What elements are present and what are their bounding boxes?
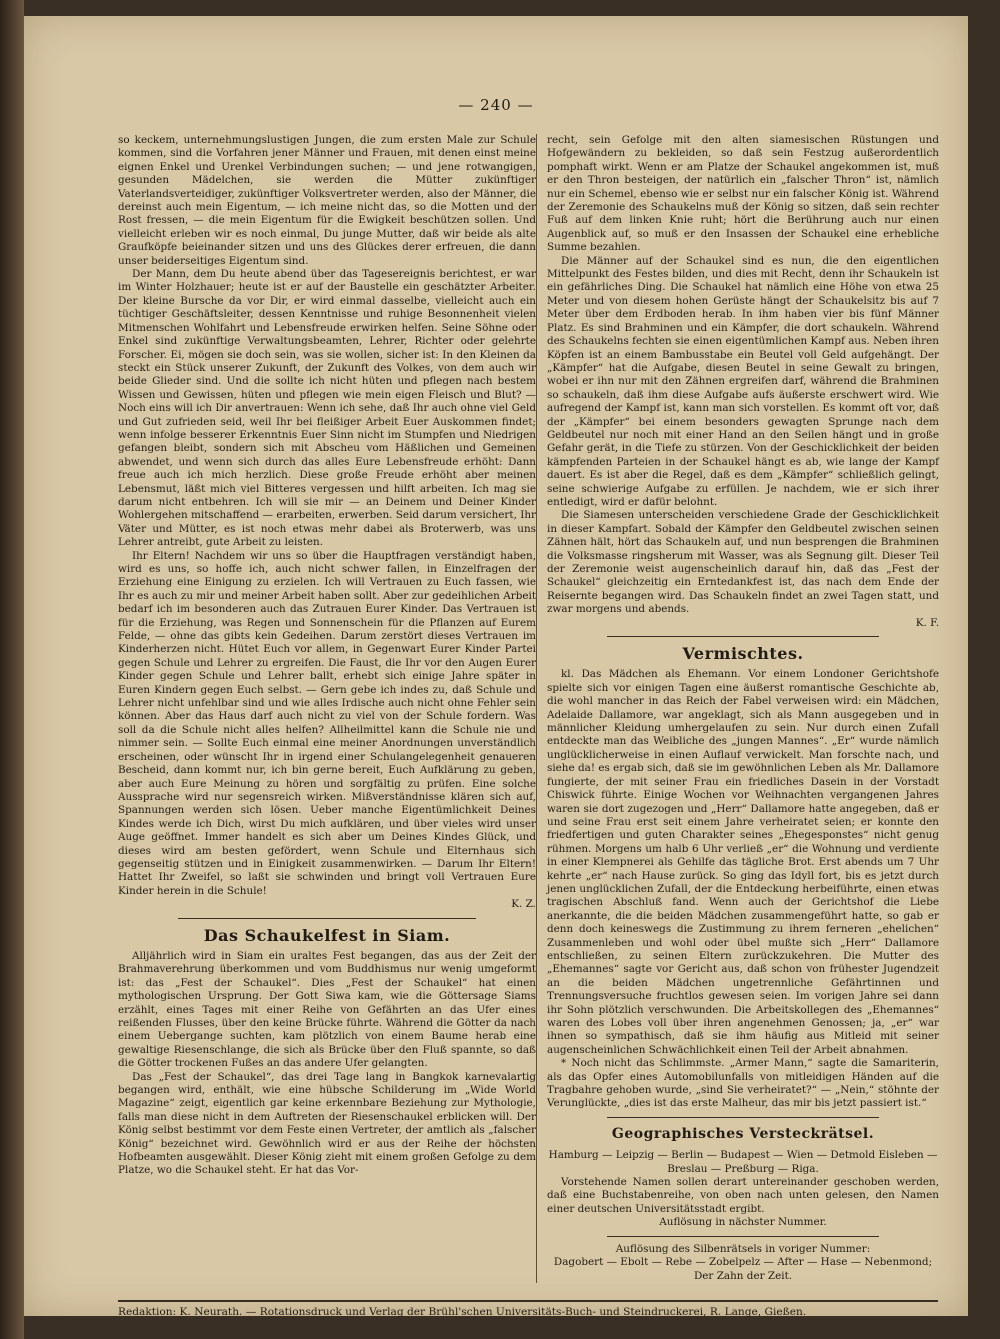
newspaper-page	[24, 16, 968, 1316]
previous-solution-words: Dagobert — Ebolt — Rebe — Zobelpelz — After — Hase — Nebenmond;	[553, 1256, 933, 1269]
article-paragraph-1: Alljährlich wird in Siam ein uraltes Fest begangen, das aus der Zeit der Brahmaverehrung überkommen und vom Buddhismus nur wenig umgeformt ist: das „Fest der Schaukel“. Dies „Fest der Schaukel“ hat einen mythologischen Ursprung. Der Gott Siwa kam, wie die Göttersage Siams erzählt, eines Tages mit einer Reihe von Gefährten an das Ufer eines reißenden Flusses, über den keine Brücke führte. Während die Götter da nach einem Uebergange suchten, kam plötzlich von einem Baume herab eine gewaltige Riesenschlange, die sich als Brücke über den Fluß spannte, so daß die Götter trockenen Fußes an das andere Ufer gelangten.	[118, 949, 536, 1070]
right-paragraph-1: recht, sein Gefolge mit den alten siamesischen Rüstungen und Hofgewändern zu bekleiden, so daß sein Festzug außerordentlich pomphaft wirkt. Wenn er am Platze der Schaukel angekommen ist, muß er den Thron besteigen, der natürlich ein „falscher Thron“ ist, nämlich nur ein Schemel, ebenso wie er selbst nur ein falscher König ist. Während der Zeremonie des Schaukelns muß der König so sitzen, daß sein rechter Fuß auf dem linken Knie ruht; hört die Berührung auch nur einen Augenblick auf, so muß er den Insassen der Schaukel eine erhebliche Summe bezahlen.	[547, 134, 939, 254]
right-column	[536, 134, 939, 1283]
section-title: Vermischtes.	[682, 644, 804, 664]
right-paragraph-3: Die Siamesen unterscheiden verschiedene Grade der Geschicklichkeit in dieser Kampfart. Sobald der Kämpfer den Geldbeutel zwischen seinen Zähnen hält, hört das Schaukeln auf, und nun besprengen die Brahminen die Volksmasse ringsherum mit Wasser, was als Segnung gilt. Dieser Teil der Zeremonie weist augenscheinlich darauf hin, daß das „Fest der Schaukel“ gleichzeitig ein Erntedankfest ist, das nach dem Ende der Reisernte begangen wird. Das Schaukeln findet an zwei Tagen statt, und zwar morgens und abends.	[547, 509, 939, 616]
imprint-footer: Redaktion: K. Neurath. — Rotationsdruck und Verlag der Brühl'schen Universitäts-Buch- und Steindruckerei, R. Lange, Gießen.	[118, 1300, 938, 1318]
left-signature: K. Z.	[511, 898, 536, 911]
puzzle-title: Geographisches Versteckrätsel.	[611, 1125, 875, 1142]
right-divider	[607, 636, 879, 637]
solution-divider	[607, 1236, 879, 1237]
puzzle-text: Vorstehende Namen sollen derart untereinander geschoben werden, daß eine Buchstabenreihe, von oben nach unten gelesen, den Namen einer deutschen Universitätsstadt ergibt.	[547, 1176, 939, 1215]
left-paragraph-1: so keckem, unternehmungslustigen Jungen, die zum ersten Male zur Schule kommen, sind die Vorfahren jener Männer und Frauen, mit denen einst meine eignen Enkel und Urenkel Verbindungen suchen; — und jene rotwangigen, gesunden Mädelchen, sie werden die Mütter zukünftiger Vaterlandsverteidiger, zukünftiger Volksvertreter werden, also der Männer, die dereinst auch mein Eigentum, — ich meine nicht das, so die Motten und der Rost fressen, — die mein Eigentum für die Ewigkeit beschützen sollen. Und vielleicht erleben wir es noch einmal, Du junge Mutter, daß wir beide als alte Graufköpfe beieinander sitzen und uns des Glückes derer erfreuen, die dann unser beiderseitiges Eigentum sind.	[118, 134, 536, 267]
left-paragraph-2: Der Mann, dem Du heute abend über das Tagesereignis berichtest, er war im Winter Holzhauer; heute ist er auf der Baustelle ein geschätzter Arbeiter. Der kleine Bursche da vor Dir, er wird einmal dasselbe, vielleicht auch ein tüchtiger Geschäftsleiter, dessen Kenntnisse und ruhige Besonnenheit vielen Mitmenschen Wohlfahrt und Lebensfreude erwirken helfen. Seine Söhne oder Enkel sind zukünftige Verwaltungsbeamten, Lehrer, Richter oder gelehrte Forscher. Ei, mögen sie doch sein, was sie wollen, sicher ist: In den Kleinen da steckt ein Stück unserer Zukunft, der Zukunft des Volkes, von dem auch wir beide Glieder sind. Und die sollte ich nicht hüten und pflegen nach bestem Wissen und Gewissen, hüten und pflegen wie mein eigen Fleisch und Blut? — Noch eins will ich Dir anvertrauen: Wenn ich sehe, daß Ihr auch ohne viel Geld und Gut zufrieden seid, weil Ihr bei fleißiger Arbeit Euer Auskommen findet; wenn infolge besserer Erkenntnis Euer Sinn nicht im Stumpfen und Niedrigen gefangen bleibt, sondern sich mit Abscheu vom Häßlichen und Gemeinen abwendet, und wenn sich durch das alles Eure Lebensfreude erhöht: Dann freue auch ich mich herzlich. Diese große Freude erhöht aber meinen Lebensmut, läßt mich viel Bitteres vergessen und hilft arbeiten. Ich mag sie darum nicht entbehren. Ich will sie mir — an Deinem und Deiner Kinder Wohlergehen mitschaffend — erarbeiten, erwerben. Seid darum versichert, Ihr Väter und Mütter, es ist noch etwas mehr dabei als Broterwerb, was uns Lehrer antreibt, gute Arbeit zu leisten.	[118, 268, 536, 549]
previous-solution-title: Auflösung des Silbenrätsels in voriger Nummer:	[615, 1242, 871, 1255]
page-number: — 240 —	[458, 96, 534, 114]
previous-solution-answer: Der Zahn der Zeit.	[693, 1269, 793, 1282]
left-divider	[178, 918, 476, 919]
right-paragraph-2: Die Männer auf der Schaukel sind es nun, die den eigentlichen Mittelpunkt des Festes bilden, und dies mit Recht, denn ihr Schaukeln ist ein gefährliches Ding. Die Schaukel hat nämlich eine Höhe von etwa 25 Meter und von diesem hohen Gerüste hängt der Schaukelsitz bis auf 7 Meter über dem Erdboden herab. In ihm haben vier bis fünf Männer Platz. Es sind Brahminen und ein Kämpfer, die dort schaukeln. Während des Schaukelns fechten sie einen eigentümlichen Kampf aus. Neben ihren Köpfen ist an einem Bambusstabe ein Beutel voll Geld aufgehängt. Der „Kämpfer“ hat die Aufgabe, diesen Beutel in seine Gewalt zu bringen, wobei er ihn nur mit den Zähnen ergreifen darf, während die Brahminen so schaukeln, daß ihm diese Aufgabe aufs äußerste erschwert wird. Wie aufregend der Kampf ist, kann man sich vorstellen. Es kommt oft vor, daß der „Kämpfer“ bei einem besonders gewagten Sprunge nach dem Geldbeutel nur noch mit einer Hand an den Seilen hängt und in große Gefahr gerät, in die Tiefe zu stürzen. Von der Geschicklichkeit der beiden kämpfenden Parteien in der Schaukel hängt es ab, wie lange der Kampf dauert. Es ist aber die Regel, daß es dem „Kämpfer“ schließlich gelingt, seine schwierige Aufgabe zu erfüllen. Je nachdem, wie er sich ihrer entledigt, wird er dafür belohnt.	[547, 254, 939, 508]
left-column	[118, 134, 536, 1178]
right-signature: K. F.	[915, 616, 939, 629]
book-spine	[0, 0, 24, 1339]
puzzle-solution-note: Auflösung in nächster Nummer.	[659, 1216, 827, 1229]
section-paragraph-1: kl. Das Mädchen als Ehemann. Vor einem Londoner Gerichtshofe spielte sich vor einigen Tagen eine äußerst romantische Geschichte ab, die wohl mancher in das Reich der Fabel verweisen wird: ein Mädchen, Adelaide Dallamore, war angeklagt, sich als Mann ausgegeben und in männlicher Kleidung umhergelaufen zu sein. Nur durch einen Zufall entdeckte man das Weibliche des „jungen Mannes“. „Er“ wurde nämlich unglücklicherweise in einen Auflauf verwickelt. Man forschte nach, und siehe da! es ergab sich, daß sie im gewöhnlichen Leben als Mr. Dallamore fungierte, der mit seiner Frau ein friedliches Dasein in der Vorstadt Chiswick führte. Einige Wochen vor Weihnachten vergangenen Jahres waren sie dort zugezogen und „Herr“ Dallamore hatte angegeben, daß er und seine Frau erst seit einem Jahre verheiratet seien; er konnte den friedfertigen und guten Charakter seines „Ehegesponstes“ nicht genug rühmen. Morgens um halb 6 Uhr verließ „er“ die Wohnung und verdiente in einer Klempnerei als Gehilfe das tägliche Brot. Erst abends um 7 Uhr kehrte „er“ nach Hause zurück. So ging das Idyll fort, bis es jetzt durch jenen unglücklichen Zufall, der die Entdeckung herbeiführte, einen etwas tragischen Abschluß fand. Wenn auch der Gerichtshof die Liebe anerkannte, die die beiden Mädchen zusammengeführt hatte, so gab er denn doch keineswegs die Zustimmung zu ihrem ferneren „ehelichen“ Zusammenleben und wohl oder übel mußte sich „Herr“ Dallamore entschließen, zu seinen Eltern zurückzukehren. Die Mutter des „Ehemannes“ sagte vor Gericht aus, daß schon von frühester Jugendzeit an die beiden Mädchen ungetrennliche Gefährtinnen und Trennungsversuche fruchtlos gewesen seien. Im vorigen Jahre sei dann ihr Sohn plötzlich verschwunden. Die Arbeitskollegen des „Ehemannes“ waren des Lobes voll über ihren angenehmen Genossen; ja, „er“ war ihnen so sympathisch, daß sie ihm häufig aus Mitleid mit seiner augenscheinlichen Schwächlichkeit einen Teil der Arbeit abnahmen.	[547, 668, 939, 1056]
article-paragraph-2: Das „Fest der Schaukel“, das drei Tage lang in Bangkok karnevalartig begangen wird, enthält, wie eine hübsche Schilderung im „Wide World Magazine“ zeigt, eigentlich gar keine erkennbare Beziehung zur Mythologie, falls man diese nicht in dem Auftreten der Riesenschaukel erblicken will. Der König selbst bestimmt vor dem Feste einen Vertreter, der amtlich als „falscher König“ bezeichnet wird. Gewöhnlich wird er aus der Reihe der höchsten Hofbeamten ausgewählt. Dieser König zieht mit einem großen Gefolge zu dem Platze, wo die Schaukel steht. Er hat das Vor-	[118, 1070, 536, 1177]
puzzle-divider	[607, 1117, 879, 1118]
article-title: Das Schaukelfest in Siam.	[203, 925, 451, 945]
left-paragraph-3: Ihr Eltern! Nachdem wir uns so über die Hauptfragen verständigt haben, wird es uns, so hoffe ich, auch nicht schwer fallen, in Einzelfragen der Erziehung eine Einigung zu erzielen. Ich will Vertrauen zu Euch fassen, wie Ihr es auch zu mir und meiner Arbeit haben sollt. Aber zur gedeihlichen Arbeit bedarf ich im besonderen auch das Zutrauen Eurer Kinder. Das Vertrauen ist für die Erziehung, was Regen und Sonnenschein für die Pflanzen auf Eurem Felde, — ohne das gibts kein Gedeihen. Darum zerstört dieses Vertrauen im Kinderherzen nicht. Hütet Euch vor allem, in Gegenwart Eurer Kinder Partei gegen Schule und Lehrer zu ergreifen. Die Faust, die Ihr vor den Augen Eurer Kinder gegen Schule und Lehrer ballt, erhebt sich einige Jahre später in Euren Kindern gegen Euch selbst. — Gern gebe ich indes zu, daß Schule und Lehrer nicht unfehlbar sind und wie alles Irdische auch nicht ohne Fehler sein können. Aber das Haus darf auch nicht zu viel von der Schule fordern. Was soll da die Schule nicht alles helfen? Allheilmittel kann die Schule nie und nimmer sein. — Sollte Euch einmal eine meiner Anordnungen unverständlich erscheinen, oder wünscht Ihr in irgend einer Schulangelegenheit genaueren Bescheid, dann kommt nur, ich bin gerne bereit, Euch Aufklärung zu geben, aber auch Eure Meinung zu hören und sorgfältig zu prüfen. Eine solche Aussprache wird nur segensreich wirken. Mißverständnisse klären sich auf, Spannungen werden sich lösen. Ueber manche Eigentümlichkeit Deines Kindes werde ich Dich, wirst Du mich aufklären, und über vieles wird unser Auge geöffnet. Immer handelt es sich aber um Deines Kindes Glück, und dieses wird am besten gefördert, wenn Schule und Elternhaus sich gegenseitig stützen und in Einigkeit zusammenwirken. — Darum Ihr Eltern! Hattet Ihr Zweifel, so laßt sie schwinden und bringt voll Vertrauen Eure Kinder herein in die Schule!	[118, 549, 536, 897]
section-paragraph-2: * Noch nicht das Schlimmste. „Armer Mann,“ sagte die Samariterin, als das Opfer eines Automobilunfalls von mitleidigen Händen auf die Tragbahre gehoben wurde, „sind Sie verheiratet?“ — „Nein,“ stöhnte der Verunglückte, „dies ist das erste Malheur, das mir bis jetzt passiert ist.“	[547, 1057, 939, 1110]
puzzle-names: Hamburg — Leipzig — Berlin — Budapest — Wien — Detmold Eisleben — Breslau — Preßburg — Riga.	[548, 1149, 938, 1175]
